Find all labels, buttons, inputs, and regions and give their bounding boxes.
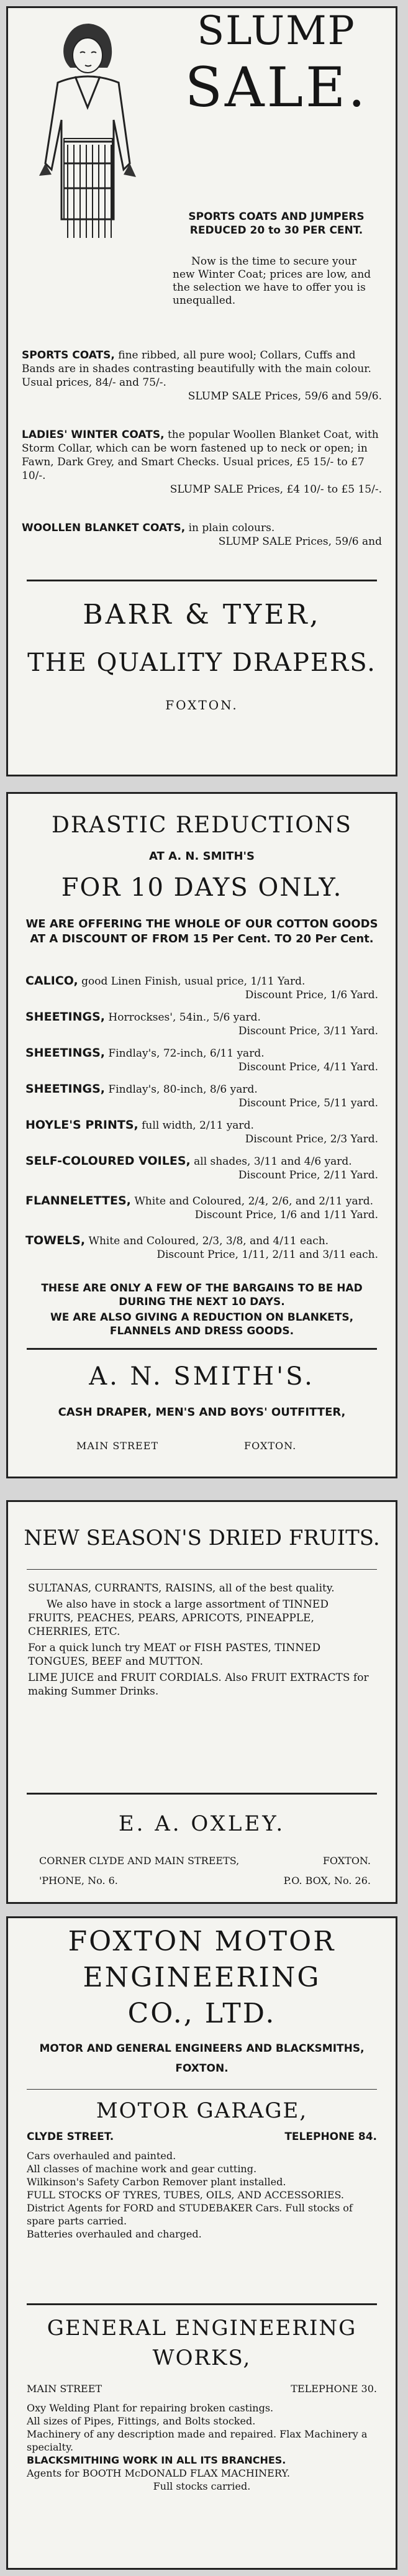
town: FOXTON. [165, 698, 238, 712]
closing-line-1: THESE ARE ONLY A FEW OF THE BARGAINS TO BE HAD DURING THE NEXT 10 DAYS. [41, 1282, 363, 1308]
price-list-item [25, 1010, 378, 1038]
item-name: HOYLE'S PRINTS, [25, 1118, 138, 1132]
slump-title: SLUMP [197, 8, 356, 54]
service-line: All sizes of Pipes, Fittings, and Bolts stocked. [27, 2415, 256, 2427]
item-name: SHEETINGS, [25, 1010, 105, 1024]
price-list-item [25, 1118, 378, 1146]
item-lead: WOOLLEN BLANKET COATS, [22, 522, 186, 534]
service-line: Cars overhauled and painted. [27, 2150, 176, 2162]
company-title-1: FOXTON MOTOR [68, 1926, 336, 1957]
service-line: FULL STOCKS OF TYRES, TUBES, OILS, AND ACCESSORIES. [27, 2189, 344, 2201]
street: MAIN STREET [76, 1440, 159, 1452]
closing-line-2: WE ARE ALSO GIVING A REDUCTION ON BLANKETS, FLANNELS AND DRESS GOODS. [50, 1311, 354, 1337]
drastic-reductions-title: DRASTIC REDUCTIONS [52, 812, 352, 838]
price-list-item [25, 1194, 378, 1222]
item-name: FLANNELETTES, [25, 1194, 131, 1208]
service-line: BLACKSMITHING WORK IN ALL ITS BRANCHES. [27, 2454, 286, 2466]
item-discount-price: Discount Price, 4/11 Yard. [238, 1061, 378, 1073]
service-line: Agents for BOOTH McDONALD FLAX MACHINERY. [27, 2467, 290, 2479]
item-discount-price: Discount Price, 5/11 yard. [238, 1097, 378, 1109]
ten-days-heading: FOR 10 DAYS ONLY. [61, 873, 343, 902]
service-line: District Agents for FORD and STUDEBAKER Cars. Full stocks of spare parts carried. [27, 2202, 353, 2227]
item-description: White and Coloured, 2/3, 3/8, and 4/11 each. [88, 1235, 329, 1247]
po-box: P.O. BOX, No. 26. [283, 1875, 371, 1886]
item-lead: LADIES' WINTER COATS, [22, 429, 165, 441]
service-line: Full stocks carried. [153, 2480, 251, 2492]
paragraph: LIME JUICE and FRUIT CORDIALS. Also FRUIT EXTRACTS for making Summer Drinks. [28, 1672, 369, 1698]
item-discount-price: Discount Price, 1/6 and 1/11 Yard. [194, 1209, 378, 1221]
divider [27, 2303, 377, 2305]
town: FOXTON. [322, 1855, 371, 1867]
service-line: Oxy Welding Plant for repairing broken castings. [27, 2402, 274, 2414]
garage-heading: MOTOR GARAGE, [96, 2098, 308, 2123]
firm-subtitle: THE QUALITY DRAPERS. [27, 649, 376, 677]
item-name: SHEETINGS, [25, 1046, 105, 1060]
divider [27, 2089, 377, 2090]
offer-text: WE ARE OFFERING THE WHOLE OF OUR COTTON GOODS AT A DISCOUNT OF FROM 15 Per Cent. TO 20 Per Cent. [25, 917, 378, 945]
smith-advertisement [6, 792, 397, 1478]
service-line: Batteries overhauled and charged. [27, 2228, 202, 2240]
item-price: SLUMP SALE Prices, £4 10/- to £5 15/-. [170, 483, 382, 496]
foxton-motor-advertisement [6, 1916, 397, 2570]
dried-fruits-title: NEW SEASON'S DRIED FRUITS. [24, 1526, 380, 1550]
service-line: All classes of machine work and gear cutting. [27, 2163, 257, 2175]
item-name: SELF-COLOURED VOILES, [25, 1154, 191, 1168]
town: FOXTON. [175, 2062, 229, 2075]
price-list-item [25, 974, 378, 1002]
garage-services [27, 2149, 377, 2241]
firm-name: E. A. OXLEY. [118, 1811, 286, 1836]
town: FOXTON. [244, 1440, 297, 1452]
garage-phone: TELEPHONE 84. [284, 2131, 377, 2143]
sports-coats-item [22, 348, 382, 403]
company-subtitle: MOTOR AND GENERAL ENGINEERS AND BLACKSMITHS, [39, 2042, 365, 2055]
item-discount-price: Discount Price, 1/11, 2/11 and 3/11 each. [156, 1249, 378, 1261]
service-line: Machinery of any description made and repaired. Flax Machinery a specialty. [27, 2428, 368, 2453]
firm-name: A. N. SMITH'S. [89, 1362, 315, 1391]
address: CORNER CLYDE AND MAIN STREETS, [39, 1855, 240, 1867]
item-discount-price: Discount Price, 3/11 Yard. [238, 1025, 378, 1037]
price-list-item [25, 1234, 378, 1262]
item-price: SLUMP SALE Prices, 59/6 and [218, 535, 382, 548]
paragraph: SULTANAS, CURRANTS, RAISINS, all of the best quality. [28, 1582, 335, 1595]
barr-tyer-advertisement [6, 6, 397, 776]
divider [27, 1793, 377, 1795]
price-list-item [25, 1046, 378, 1074]
item-description: Findlay's, 72-inch, 6/11 yard. [108, 1047, 265, 1060]
works-street: MAIN STREET [27, 2383, 102, 2395]
works-heading-2: WORKS, [152, 2346, 252, 2370]
paragraph: We also have in stock a large assortment of TINNED FRUITS, PEACHES, PEARS, APRICOTS, PINEAPPLE, CHERRIES, ETC. [28, 1598, 329, 1638]
item-discount-price: Discount Price, 1/6 Yard. [245, 989, 378, 1001]
item-discount-price: Discount Price, 2/11 Yard. [238, 1169, 378, 1181]
item-text: the popular Woollen Blanket Coat, with Storm Collar, which can be worn fastened up to neck or open; in Fawn, Dark Grey, and Smart Checks. Usual prices, £5 15/- to £7 10/-. [22, 429, 379, 482]
works-heading-1: GENERAL ENGINEERING [47, 2316, 357, 2341]
item-description: full width, 2/11 yard. [142, 1119, 254, 1132]
works-services [27, 2401, 377, 2493]
divider [27, 1569, 377, 1570]
phone: 'PHONE, No. 6. [39, 1875, 118, 1886]
company-title-2: ENGINEERING [83, 1962, 321, 1993]
item-name: SHEETINGS, [25, 1082, 105, 1096]
item-discount-price: Discount Price, 2/3 Yard. [245, 1133, 378, 1145]
winter-coats-item [22, 428, 382, 496]
company-title-3: CO., LTD. [127, 1998, 276, 2029]
service-line: Wilkinson's Safety Carbon Remover plant installed. [27, 2176, 286, 2188]
oxley-advertisement [6, 1500, 397, 1904]
oxley-body [28, 1582, 376, 1698]
divider [27, 580, 377, 581]
slump-tagline: SPORTS COATS AND JUMPERS REDUCED 20 to 30 PER CENT. [188, 211, 365, 237]
item-name: TOWELS, [25, 1234, 86, 1247]
works-phone: TELEPHONE 30. [291, 2383, 377, 2395]
paragraph: For a quick lunch try MEAT or FISH PASTES, TINNED TONGUES, BEEF and MUTTON. [28, 1642, 321, 1668]
divider [27, 1348, 377, 1350]
blanket-coats-item [22, 521, 382, 548]
firm-subtitle: CASH DRAPER, MEN'S AND BOYS' OUTFITTER, [58, 1406, 346, 1419]
item-description: Findlay's, 80-inch, 8/6 yard. [108, 1083, 258, 1096]
item-description: all shades, 3/11 and 4/6 yard. [194, 1155, 352, 1168]
item-price: SLUMP SALE Prices, 59/6 and 59/6. [188, 390, 382, 403]
item-description: good Linen Finish, usual price, 1/11 Yard. [81, 975, 306, 988]
garage-street: CLYDE STREET. [27, 2131, 114, 2143]
woman-in-coat-illustration [20, 14, 151, 244]
item-name: CALICO, [25, 974, 78, 988]
price-list-item [25, 1154, 378, 1182]
item-description: White and Coloured, 2/4, 2/6, and 2/11 yard. [134, 1195, 374, 1208]
item-lead: SPORTS COATS, [22, 349, 115, 362]
item-text: fine ribbed, all pure wool; Collars, Cuffs and Bands are in shades contrasting beautifully with the main colour. Usual prices, 84/- and 75/-. [22, 349, 371, 389]
item-text: in plain colours. [188, 522, 275, 534]
price-list-item [25, 1082, 378, 1110]
slump-intro: Now is the time to secure your new Winter Coat; prices are low, and the selection we have to offer you is unequalled. [173, 255, 371, 307]
sale-title: SALE. [184, 55, 368, 119]
firm-name: BARR & TYER, [83, 599, 321, 630]
at-smiths: AT A. N. SMITH'S [148, 850, 255, 863]
item-description: Horrockses', 54in., 5/6 yard. [108, 1011, 261, 1024]
